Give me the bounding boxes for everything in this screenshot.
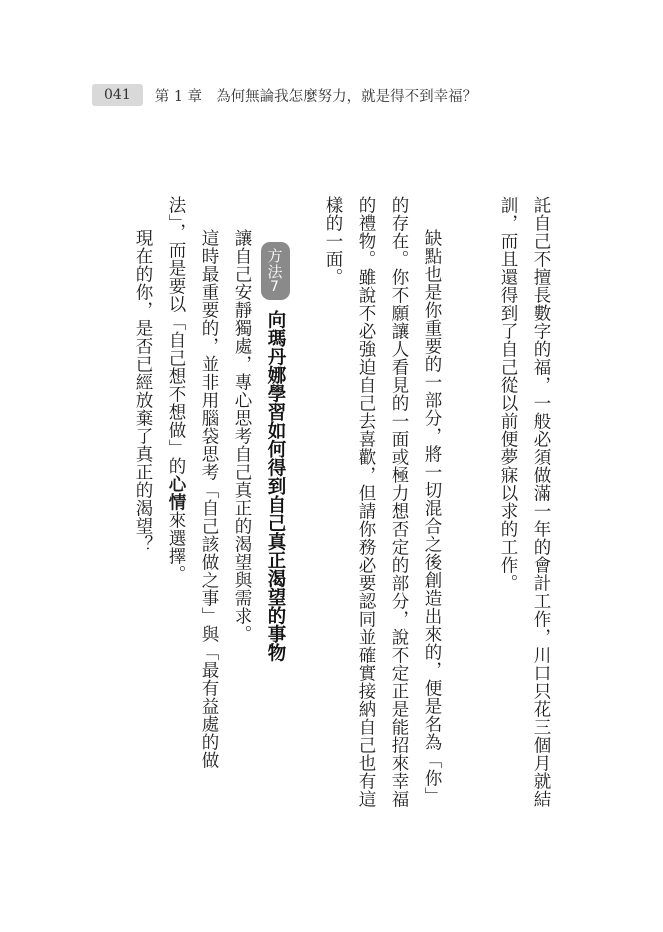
- body-line-10-part-1: 法」，而是要以「自己想不想做」的: [166, 196, 186, 476]
- chapter-title: 為何無論我怎麼努力，就是得不到幸福？: [216, 88, 478, 105]
- chapter-label: 第 1 章: [154, 88, 203, 105]
- page-number: 041: [92, 84, 143, 106]
- body-line-11: 現在的你，是否已經放棄了真正的渴望？: [133, 229, 153, 553]
- method-title: 向瑪丹娜學習如何得到自己真正渴望的事物: [265, 310, 286, 662]
- method-badge: [261, 242, 290, 300]
- running-header: [92, 82, 477, 108]
- body-line-8: 讓自己安靜獨處，專心思考自己真正的渴望與需求。: [232, 229, 252, 643]
- body-line-2: 訓，而且還得到了自己從以前便夢寐以求的工作。: [498, 196, 518, 592]
- body-line-5: 的禮物。雖說不必強迫自己去喜歡，但請你務必要認同並確實接納自己也有這: [356, 196, 376, 808]
- body-line-6: 樣的一面。: [323, 196, 343, 286]
- method-number: 7: [270, 280, 279, 294]
- method-label: 方法: [265, 248, 284, 280]
- body-line-9: 這時最重要的，並非用腦袋思考「自己該做之事」與「最有益處的做: [199, 229, 219, 769]
- body-line-3: 缺點也是你重要的一部分，將一切混合之後創造出來的，便是名為「你」: [422, 229, 442, 805]
- body-line-10-part-2: 來選擇。: [166, 511, 186, 584]
- method-heading: [258, 242, 292, 662]
- body-line-10: [159, 196, 192, 583]
- body-line-1: 託自己不擅長數字的福，一般必須做滿一年的會計工作，川口只花三個月就結: [531, 196, 551, 808]
- body-line-4: 的存在。你不願讓人看見的一面或極力想否定的部分，說不定正是能招來幸福: [389, 196, 409, 808]
- emphasis-text: 心情: [166, 475, 186, 512]
